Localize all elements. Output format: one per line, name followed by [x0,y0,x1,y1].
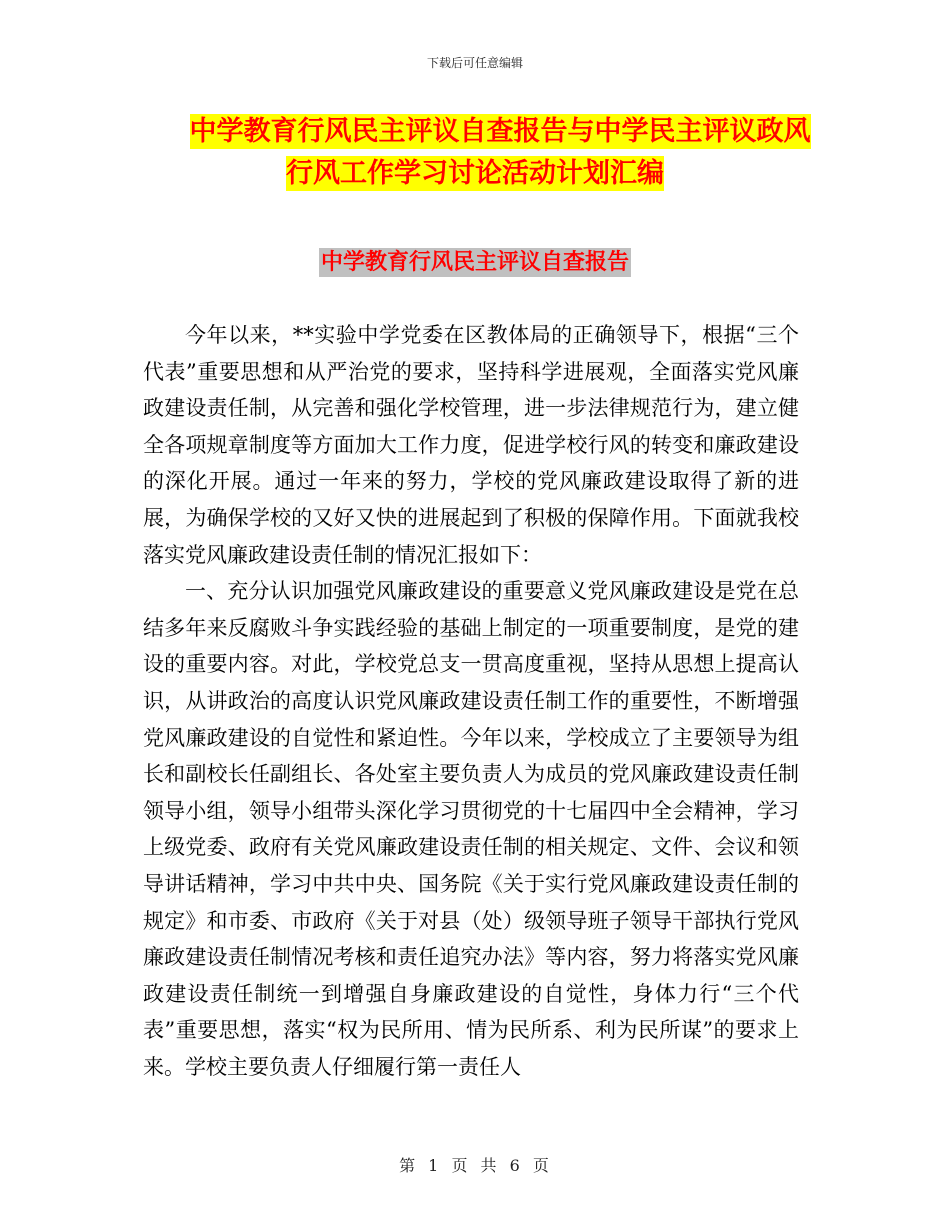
header-note: 下载后可任意编辑 [426,56,523,70]
document-main-title [0,111,950,195]
document-body [143,317,799,1085]
section-title [0,246,950,280]
section-title-text: 中学教育行风民主评议自查报告 [320,250,629,275]
paragraph-2: 一、充分认识加强党风廉政建设的重要意义党风廉政建设是党在总结多年来反腐败斗争实践经验的基础上制定的一项重要制度，是党的建设的重要内容。对此，学校党总支一贯高度重视，坚持从思想上提高认识，从讲政治的高度认识党风廉政建设责任制工作的重要性，不断增强党风廉政建设的自觉性和紧迫性。今年以来，学校成立了主要领导为组长和副校长任副组长、各处室主要负责人为成员的党风廉政建设责任制领导小组，领导小组带头深化学习贯彻党的十七届四中全会精神，学习上级党委、政府有关党风廉政建设责任制的相关规定、文件、会议和领导讲话精神，学习中共中央、国务院《关于实行党风廉政建设责任制的规定》和市委、市政府《关于对县（处）级领导班子领导干部执行党风廉政建设责任制情况考核和责任追究办法》等内容，努力将落实党风廉政建设责任制统一到增强自身廉政建设的自觉性，身体力行“三个代表”重要思想，落实“权为民所用、情为民所系、利为民所谋”的要求上来。学校主要负责人仔细履行第一责任人 [143,579,799,1079]
main-title-line-1: 中学教育行风民主评议自查报告与中学民主评议政风 [189,116,811,147]
page-footer: 第 1 页 共 6 页 [399,1156,551,1175]
paragraph-1: 今年以来，**实验中学党委在区教体局的正确领导下，根据“三个代表”重要思想和从严治党的要求，坚持科学进展观，全面落实党风廉政建设责任制，从完善和强化学校管理，进一步法律规范行为，建立健全各项规章制度等方面加大工作力度，促进学校行风的转变和廉政建设的深化开展。通过一年来的努力，学校的党风廉政建设取得了新的进展，为确保学校的又好又快的进展起到了积极的保障作用。下面就我校落实党风廉政建设责任制的情况汇报如下： [143,323,799,567]
main-title-line-2: 行风工作学习讨论活动计划汇编 [286,158,664,189]
